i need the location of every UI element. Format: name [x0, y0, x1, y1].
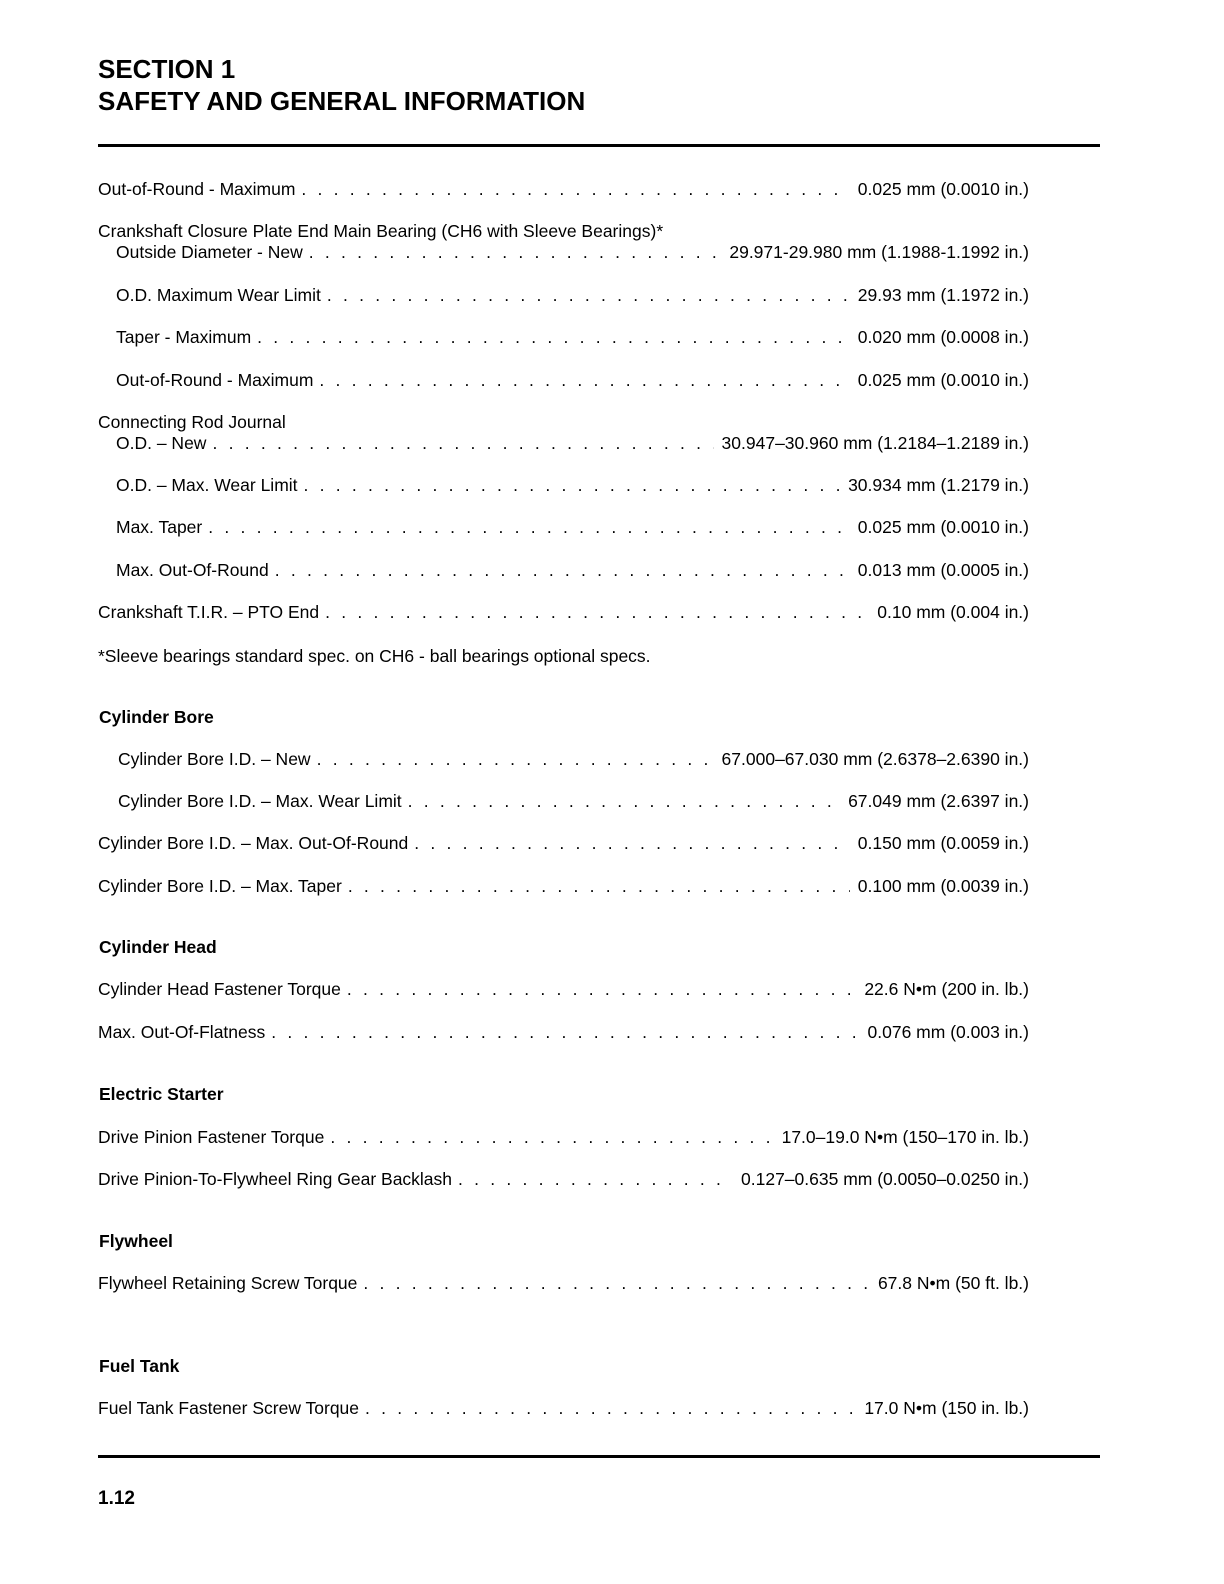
- spec-label: Cylinder Bore I.D. – Max. Wear Limit: [118, 791, 402, 811]
- dot-leader: [301, 178, 849, 200]
- spec-value: 17.0 N•m (150 in. lb.): [864, 1398, 1029, 1418]
- spec-value: 0.013 mm (0.0005 in.): [857, 560, 1029, 580]
- spec-row-pinion-torque: [98, 1126, 1029, 1148]
- spec-row-closure-od-new: [116, 241, 1029, 263]
- spec-label: Out-of-Round - Maximum: [116, 370, 314, 390]
- dot-leader: [212, 432, 713, 454]
- section-title: SAFETY AND GENERAL INFORMATION: [98, 86, 586, 116]
- spec-label: Max. Out-Of-Round: [116, 560, 269, 580]
- spec-row-rod-oor: [116, 559, 1029, 581]
- dot-leader: [408, 790, 840, 812]
- bottom-divider: [98, 1455, 1100, 1458]
- subsection-label-closure-plate: Crankshaft Closure Plate End Main Bearing (CH6 with Sleeve Bearings)*: [98, 221, 664, 241]
- spec-row-bore-id-new: [118, 748, 1029, 770]
- section-header: [98, 53, 585, 117]
- spec-row-rod-od-new: [116, 432, 1029, 454]
- spec-value: 0.025 mm (0.0010 in.): [857, 179, 1029, 199]
- spec-row-closure-od-max: [116, 284, 1029, 306]
- spec-row-backlash: [98, 1168, 1029, 1190]
- spec-label: Max. Taper: [116, 517, 203, 537]
- spec-value: 0.076 mm (0.003 in.): [867, 1022, 1029, 1042]
- subsection-label-rod-journal: Connecting Rod Journal: [98, 412, 286, 432]
- dot-leader: [458, 1168, 733, 1190]
- spec-row-crankshaft-tir: [98, 601, 1029, 623]
- spec-label: Out-of-Round - Maximum: [98, 179, 296, 199]
- spec-row-fuel-tank-screw: [98, 1397, 1029, 1419]
- dot-leader: [304, 474, 841, 496]
- spec-value: 30.934 mm (1.2179 in.): [848, 475, 1029, 495]
- spec-label: Cylinder Head Fastener Torque: [98, 979, 341, 999]
- dot-leader: [319, 369, 849, 391]
- spec-value: 0.10 mm (0.004 in.): [877, 602, 1029, 622]
- spec-row-bore-oor: [98, 832, 1029, 854]
- spec-value: 0.025 mm (0.0010 in.): [857, 370, 1029, 390]
- spec-label: Drive Pinion Fastener Torque: [98, 1127, 325, 1147]
- dot-leader: [347, 978, 856, 1000]
- section-heading-flywheel: Flywheel: [99, 1231, 173, 1251]
- section-heading-cylinder-bore: Cylinder Bore: [99, 707, 214, 727]
- dot-leader: [414, 832, 850, 854]
- dot-leader: [271, 1021, 859, 1043]
- dot-leader: [330, 1126, 773, 1148]
- spec-row-rod-od-max: [116, 474, 1029, 496]
- spec-row-bore-id-max: [118, 790, 1029, 812]
- section-heading-cylinder-head: Cylinder Head: [99, 937, 217, 957]
- dot-leader: [275, 559, 850, 581]
- dot-leader: [325, 601, 869, 623]
- spec-label: Taper - Maximum: [116, 327, 252, 347]
- spec-label: Drive Pinion-To-Flywheel Ring Gear Backlash: [98, 1169, 453, 1189]
- spec-value: 17.0–19.0 N•m (150–170 in. lb.): [781, 1127, 1029, 1147]
- spec-label: Cylinder Bore I.D. – Max. Out-Of-Round: [98, 833, 409, 853]
- spec-row-head-flatness: [98, 1021, 1029, 1043]
- dot-leader: [363, 1272, 870, 1294]
- top-divider: [98, 144, 1100, 147]
- spec-value: 67.000–67.030 mm (2.6378–2.6390 in.): [721, 749, 1029, 769]
- spec-value: 67.8 N•m (50 ft. lb.): [877, 1273, 1029, 1293]
- spec-row-crankshaft-oor: [98, 178, 1029, 200]
- spec-label: Cylinder Bore I.D. – Max. Taper: [98, 876, 342, 896]
- spec-label: Fuel Tank Fastener Screw Torque: [98, 1398, 360, 1418]
- spec-row-closure-taper: [116, 326, 1029, 348]
- dot-leader: [365, 1397, 856, 1419]
- spec-value: 0.150 mm (0.0059 in.): [857, 833, 1029, 853]
- section-number: SECTION 1: [98, 54, 236, 84]
- spec-row-flywheel-screw: [98, 1272, 1029, 1294]
- spec-row-head-torque: [98, 978, 1029, 1000]
- spec-label: O.D. – New: [116, 433, 207, 453]
- spec-value: 0.025 mm (0.0010 in.): [857, 517, 1029, 537]
- spec-value: 22.6 N•m (200 in. lb.): [864, 979, 1029, 999]
- spec-value: 0.100 mm (0.0039 in.): [857, 876, 1029, 896]
- dot-leader: [309, 241, 722, 263]
- spec-value: 67.049 mm (2.6397 in.): [848, 791, 1029, 811]
- dot-leader: [257, 326, 850, 348]
- section-heading-fuel-tank: Fuel Tank: [99, 1356, 180, 1376]
- spec-label: Crankshaft T.I.R. – PTO End: [98, 602, 320, 622]
- spec-label: Flywheel Retaining Screw Torque: [98, 1273, 358, 1293]
- spec-row-bore-taper: [98, 875, 1029, 897]
- dot-leader: [327, 284, 850, 306]
- spec-value: 0.127–0.635 mm (0.0050–0.0250 in.): [741, 1169, 1029, 1189]
- spec-value: 0.020 mm (0.0008 in.): [857, 327, 1029, 347]
- dot-leader: [317, 748, 714, 770]
- spec-row-rod-taper: [116, 516, 1029, 538]
- spec-row-closure-oor: [116, 369, 1029, 391]
- page-number: 1.12: [98, 1488, 135, 1509]
- spec-label: O.D. – Max. Wear Limit: [116, 475, 298, 495]
- spec-label: Max. Out-Of-Flatness: [98, 1022, 266, 1042]
- spec-value: 29.971-29.980 mm (1.1988-1.1992 in.): [729, 242, 1029, 262]
- spec-value: 29.93 mm (1.1972 in.): [857, 285, 1029, 305]
- spec-label: Outside Diameter - New: [116, 242, 303, 262]
- section-heading-electric-starter: Electric Starter: [99, 1084, 224, 1104]
- dot-leader: [348, 875, 850, 897]
- spec-label: O.D. Maximum Wear Limit: [116, 285, 321, 305]
- footnote: *Sleeve bearings standard spec. on CH6 - ball bearings optional specs.: [98, 646, 651, 666]
- spec-label: Cylinder Bore I.D. – New: [118, 749, 311, 769]
- dot-leader: [208, 516, 850, 538]
- spec-value: 30.947–30.960 mm (1.2184–1.2189 in.): [721, 433, 1029, 453]
